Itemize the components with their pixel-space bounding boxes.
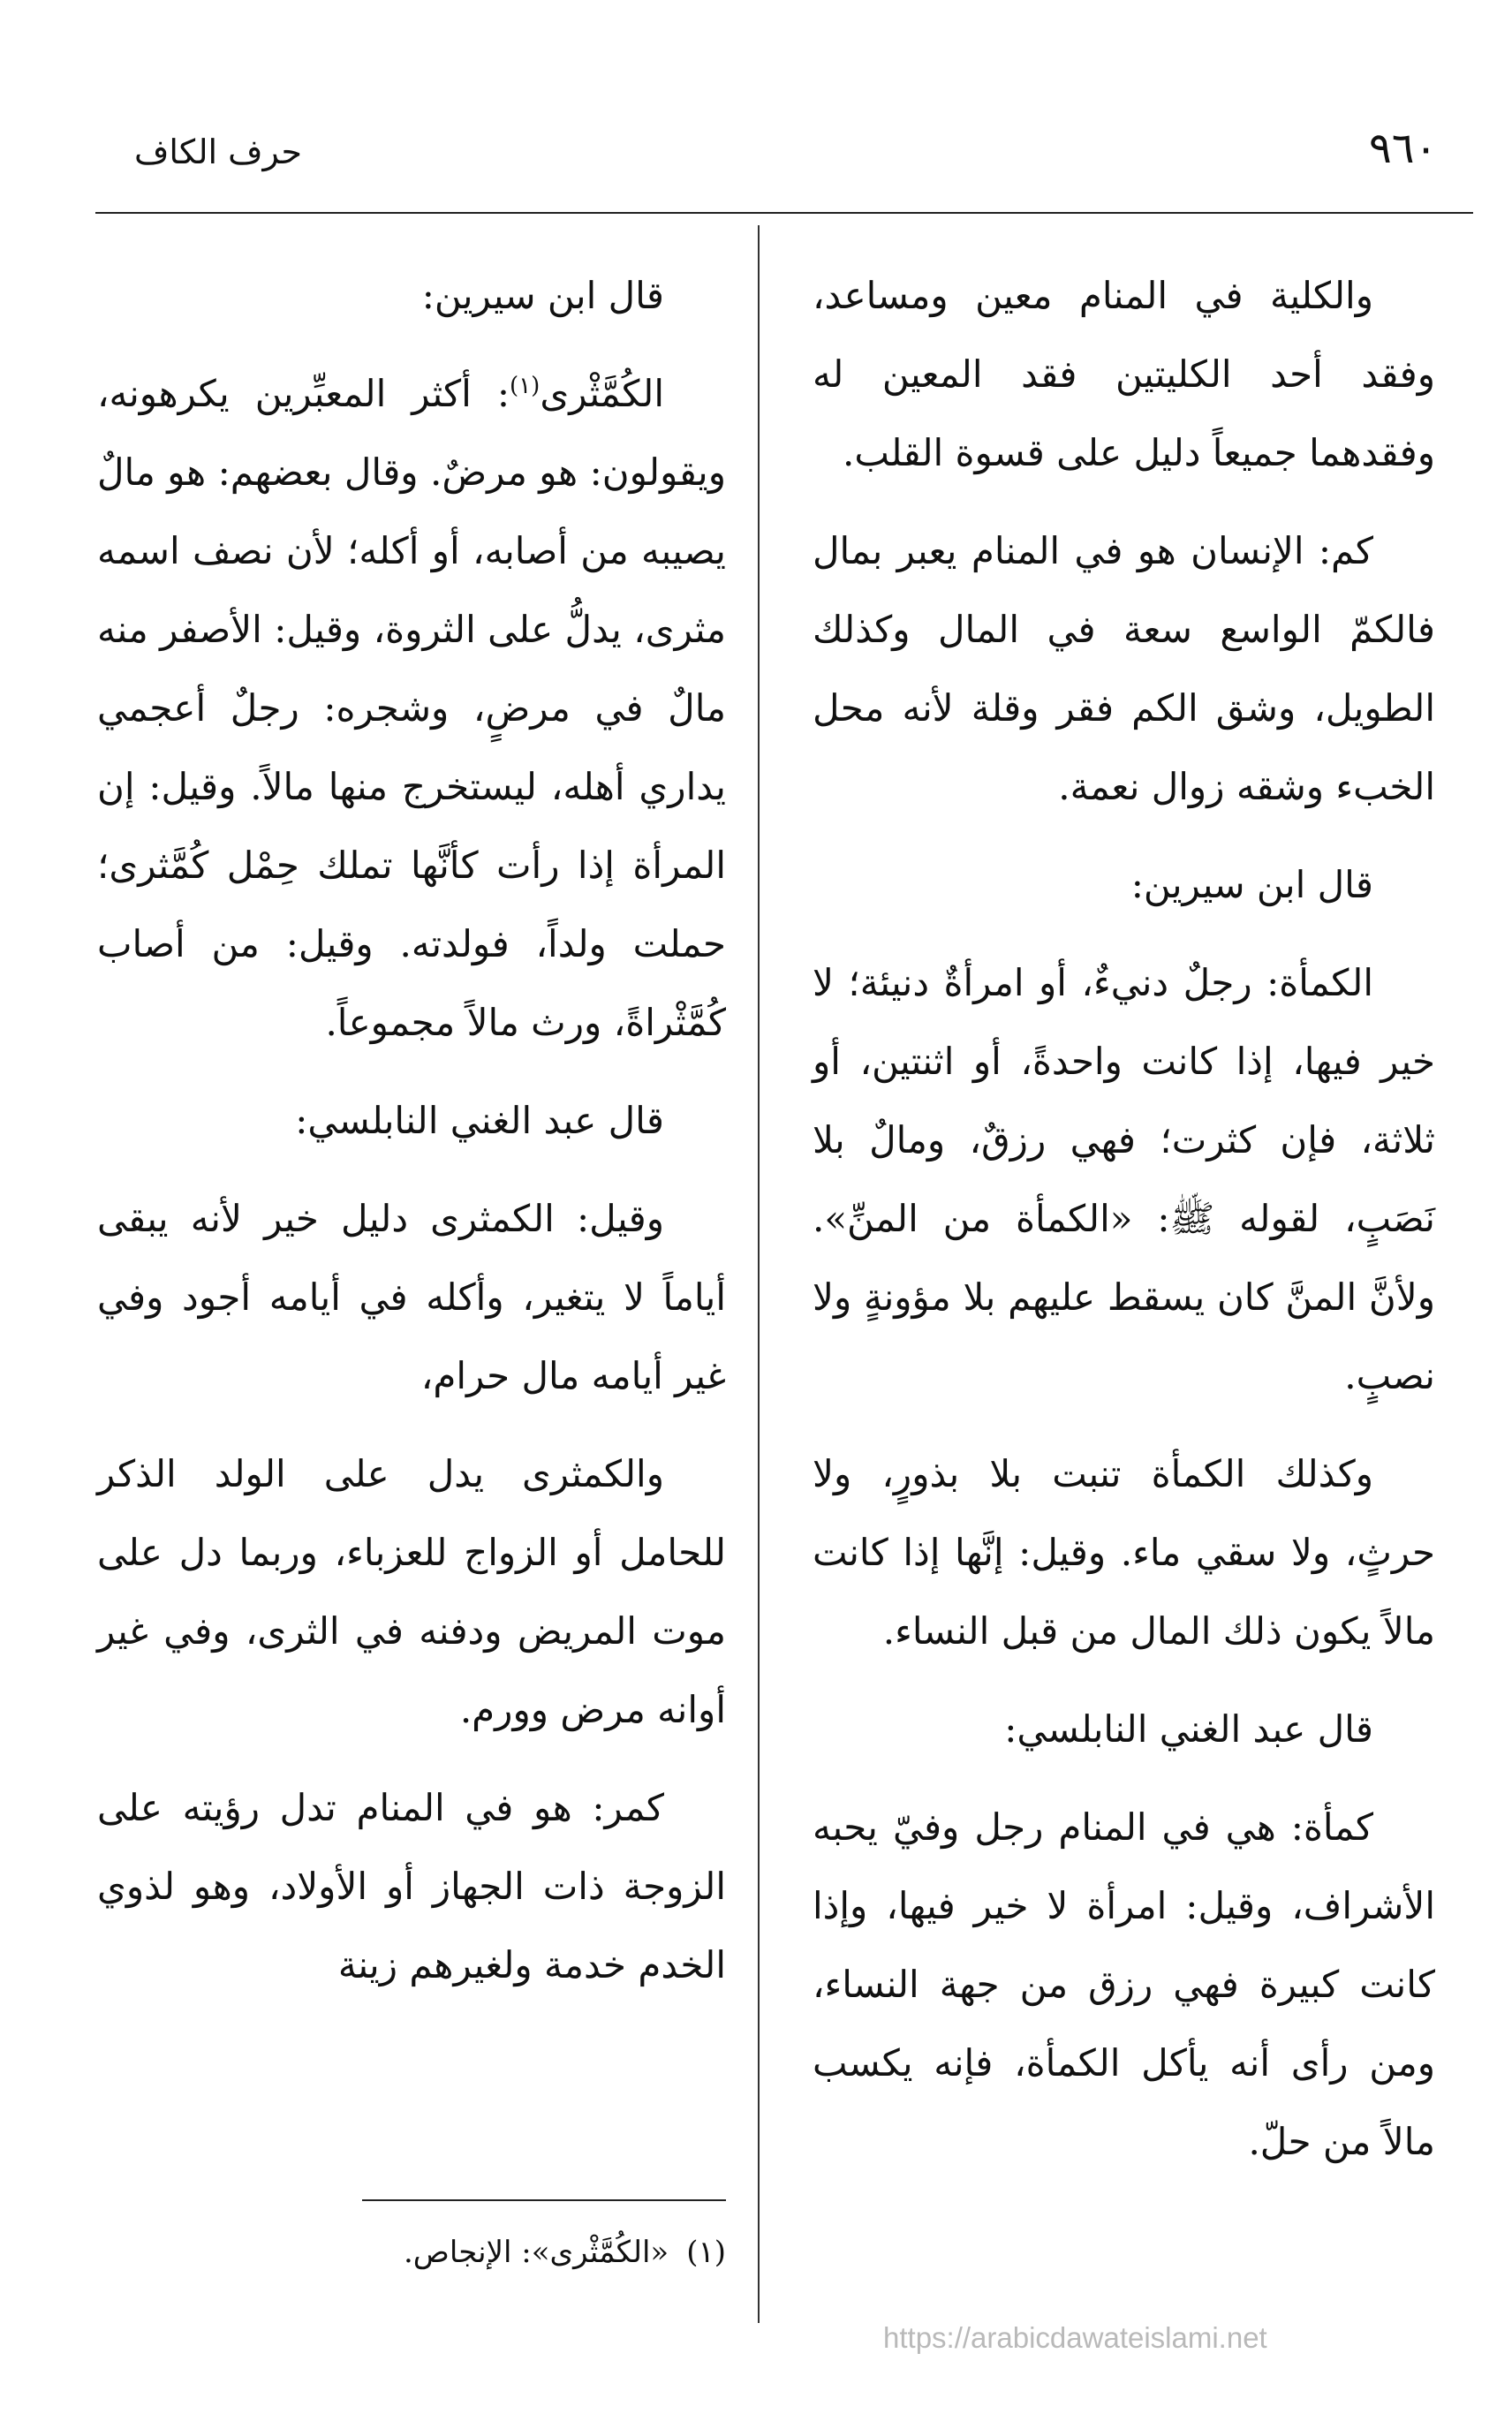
right-column (813, 256, 1435, 2200)
entry-text: : أكثر المعبِّرين يكرهونه، ويقولون: هو مرضٌ. وقال بعضهم: هو مالٌ يصيبه من أصابه، أو أكله؛ لأن نصف اسمه مثرى، يدلُّ على الثروة، وقيل: الأصفر منه مالٌ في مرضٍ، وشجره: رجلٌ أعجمي يداري أهله، ليستخرج منها مالاً. وقيل: إن المرأة إذا رأت كأنَّها تملك حِمْل كُمَّثرى؛ حملت ولداً، فولدته. وقيل: من أصاب كُمَّثْراةً، ورث مالاً مجموعاً. (97, 372, 726, 1044)
column-divider (758, 225, 760, 2323)
paragraph: والكمثرى يدل على الولد الذكر للحامل أو الزواج للعزباء، وربما دل على موت المريض ودفنه في الثرى، وفي غير أوانه مرض وورم. (97, 1452, 726, 1731)
section-heading: قال ابن سيرين: (421, 274, 664, 317)
header-rule (95, 212, 1473, 214)
section-heading: قال عبد الغني النابلسي: (295, 1099, 664, 1142)
footnote-text: «الكُمَّثْرى»: الإنجاص. (403, 2235, 669, 2270)
watermark: https://arabicdawateislami.net (883, 2321, 1267, 2354)
paragraph (97, 354, 726, 1062)
entry-term: الكُمَّثْرى (540, 372, 664, 415)
footnote-reference: (١) (510, 373, 541, 399)
paragraph: كمأة: هي في المنام رجل وفيّ يحبه الأشراف، وقيل: امرأة لا خير فيها، وإذا كانت كبيرة فهي رزق من جهة النساء، ومن رأى أنه يأكل الكمأة، فإنه يكسب مالاً من حلّ. (813, 1805, 1435, 2163)
footnote (97, 2235, 726, 2270)
paragraph: كم: الإنسان هو في المنام يعبر بمال فالكمّ الواسع سعة في المال وكذلك الطويل، وشق الكم فقر وقلة لأنه محل الخبء وشقه زوال نعمة. (813, 529, 1435, 808)
left-column (97, 256, 726, 2024)
footnote-rule (362, 2199, 726, 2201)
running-title: حرف الكاف (134, 132, 303, 171)
page-number: ٩٦٠ (1369, 124, 1438, 173)
paragraph: كمر: هو في المنام تدل رؤيته على الزوجة ذات الجهاز أو الأولاد، وهو لذوي الخدم خدمة ولغيرهم زينة (97, 1786, 726, 1986)
section-heading: قال عبد الغني النابلسي: (1004, 1707, 1373, 1751)
paragraph: وكذلك الكمأة تنبت بلا بذورٍ، ولا حرثٍ، ولا سقي ماء. وقيل: إنَّها إذا كانت مالاً يكون ذلك المال من قبل النساء. (813, 1452, 1435, 1653)
paragraph: والكلية في المنام معين ومساعد، وفقد أحد الكليتين فقد المعين له وفقدهما جميعاً دليل على قسوة القلب. (813, 274, 1435, 474)
paragraph: وقيل: الكمثرى دليل خير لأنه يبقى أياماً لا يتغير، وأكله في أيامه أجود وفي غير أيامه مال حرام، (97, 1197, 726, 1397)
section-heading: قال ابن سيرين: (1130, 863, 1373, 906)
footnote-number: (١) (686, 2235, 726, 2270)
paragraph: الكمأة: رجلٌ دنيءٌ، أو امرأةٌ دنيئة؛ لا خير فيها، إذا كانت واحدةً، أو اثنتين، أو ثلاثة، فإن كثرت؛ فهي رزقٌ، ومالٌ بلا نَصَبٍ، لقوله ﷺ: «الكمأة من المنِّ». ولأنَّ المنَّ كان يسقط عليهم بلا مؤونةٍ ولا نصبٍ. (813, 961, 1435, 1397)
